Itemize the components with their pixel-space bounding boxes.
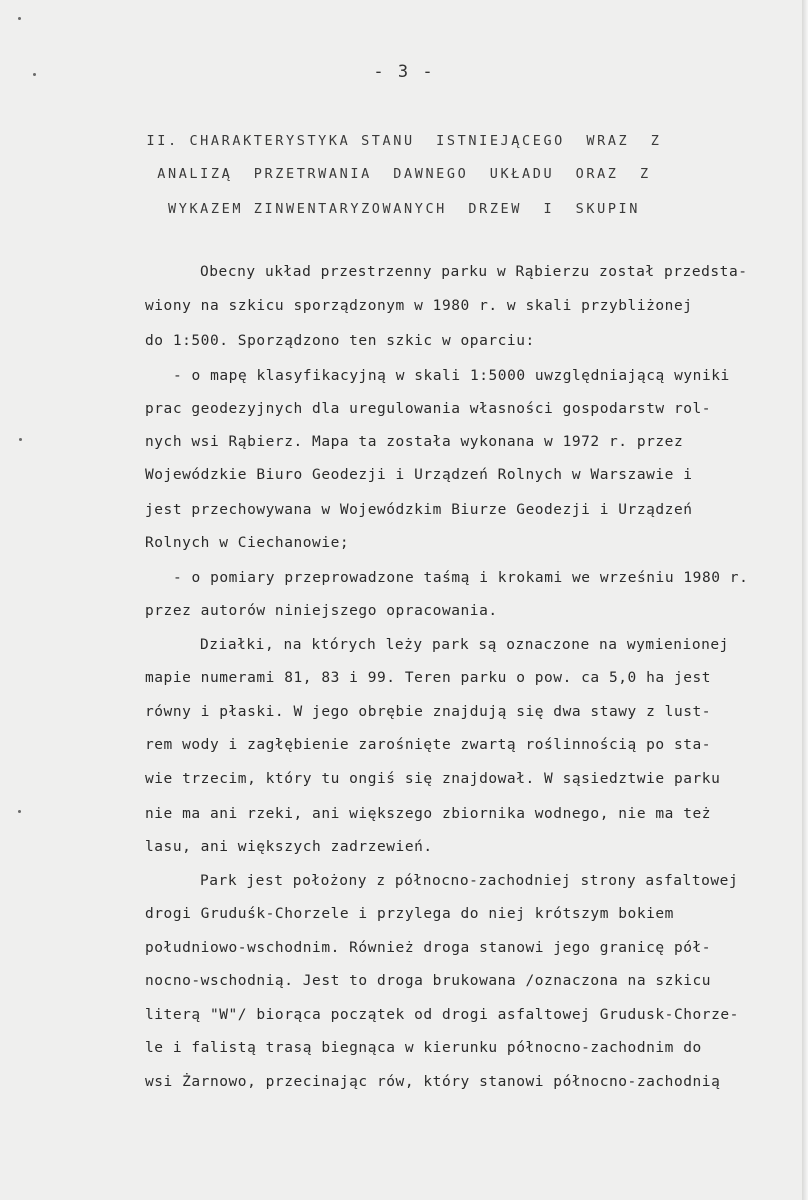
list-item-1-line: jest przechowywana w Wojewódzkim Biurze Geodezji i Urządzeń	[145, 502, 693, 518]
list-item-1-line: - o mapę klasyfikacyjną w skali 1:5000 uwzględniającą wyniki	[173, 368, 730, 384]
paragraph-3-line: wsi Żarnowo, przecinając rów, który stanowi północno-zachodnią	[145, 1074, 721, 1090]
list-item-1-line: nych wsi Rąbierz. Mapa ta została wykonana w 1972 r. przez	[145, 434, 684, 450]
paragraph-2-line: lasu, ani większych zadrzewień.	[145, 839, 433, 855]
section-heading-line-3: WYKAZEM ZINWENTARYZOWANYCH DRZEW I SKUPIN	[167, 201, 641, 217]
section-heading-line-2: ANALIZĄ PRZETRWANIA DAWNEGO UKŁADU ORAZ Z	[157, 166, 651, 182]
list-item-2-line: przez autorów niniejszego opracowania.	[145, 603, 498, 619]
margin-speck	[19, 438, 22, 441]
page-number: - 3 -	[373, 62, 435, 82]
list-item-1-line: Rolnych w Ciechanowie;	[145, 535, 350, 551]
list-item-1-line: prac geodezyjnych dla uregulowania własności gospodarstw rol-	[145, 401, 712, 417]
paragraph-3-line: południowo-wschodnim. Również droga stanowi jego granicę pół-	[145, 940, 712, 956]
paragraph-1-line: Obecny układ przestrzenny parku w Rąbierzu został przedsta-	[200, 264, 748, 280]
paragraph-3-line: nocno-wschodnią. Jest to droga brukowana /oznaczona na szkicu	[145, 973, 712, 989]
margin-speck	[18, 810, 21, 813]
paragraph-1-line: do 1:500. Sporządzono ten szkic w oparciu:	[145, 333, 535, 349]
list-item-1-line: Wojewódzkie Biuro Geodezji i Urządzeń Rolnych w Warszawie i	[145, 467, 693, 483]
list-item-2-line: - o pomiary przeprowadzone taśmą i krokami we wrześniu 1980 r.	[173, 570, 749, 586]
paragraph-3-line: literą "W"/ biorąca początek od drogi asfaltowej Grudusk-Chorze-	[145, 1007, 739, 1023]
paragraph-2-line: mapie numerami 81, 83 i 99. Teren parku o pow. ca 5,0 ha jest	[145, 670, 712, 686]
paragraph-2-line: równy i płaski. W jego obrębie znajdują się dwa stawy z lust-	[145, 704, 712, 720]
paragraph-1-line: wiony na szkicu sporządzonym w 1980 r. w skali przybliżonej	[145, 298, 693, 314]
section-heading-line-1: II. CHARAKTERYSTYKA STANU ISTNIEJĄCEGO WRAZ Z	[146, 133, 662, 149]
paragraph-3-line: Park jest położony z północno-zachodniej strony asfaltowej	[200, 873, 739, 889]
paragraph-2-line: wie trzecim, który tu ongiś się znajdował. W sąsiedztwie parku	[145, 771, 721, 787]
paragraph-2-line: rem wody i zagłębienie zarośnięte zwartą roślinnością po sta-	[145, 737, 712, 753]
paragraph-3-line: drogi Gruduśk-Chorzele i przylega do niej krótszym bokiem	[145, 906, 674, 922]
margin-speck	[18, 17, 21, 20]
paragraph-3-line: le i falistą trasą biegnąca w kierunku północno-zachodnim do	[145, 1040, 702, 1056]
paragraph-2-line: nie ma ani rzeki, ani większego zbiornika wodnego, nie ma też	[145, 806, 712, 822]
paragraph-2-line: Działki, na których leży park są oznaczone na wymienionej	[200, 637, 729, 653]
